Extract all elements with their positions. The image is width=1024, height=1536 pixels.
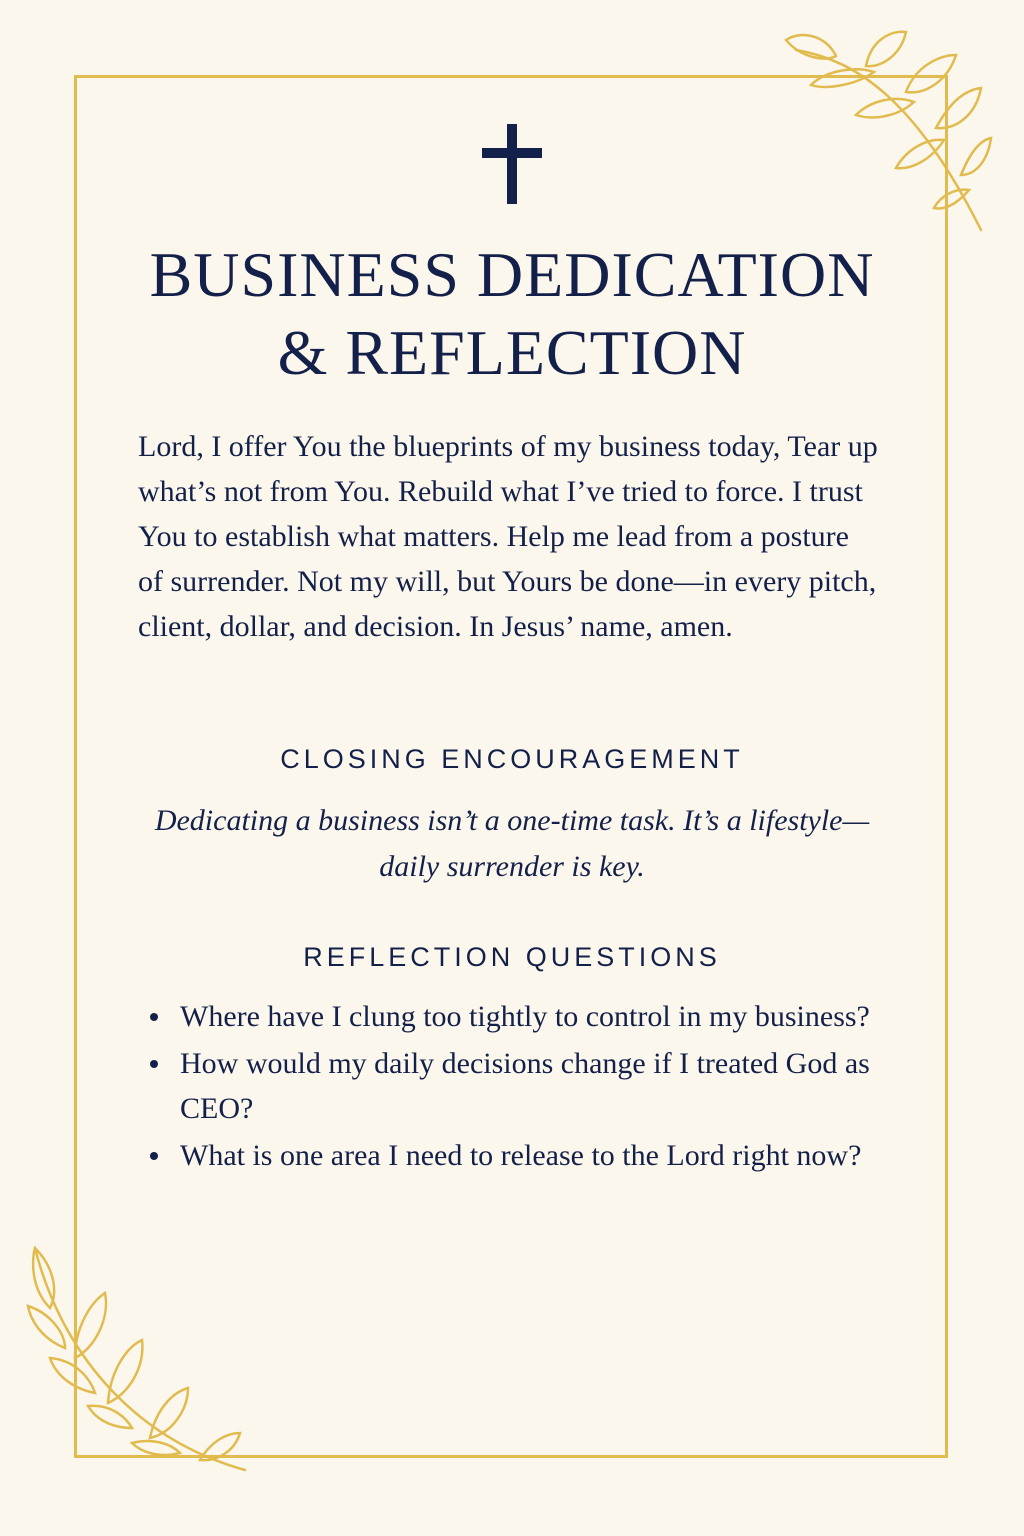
bullet-icon	[150, 1013, 158, 1021]
question-text: How would my daily decisions change if I treated God as CEO?	[180, 1047, 870, 1125]
question-text: Where have I clung too tightly to control in my business?	[180, 1000, 870, 1033]
closing-encouragement-text: Dedicating a business isn’t a one-time task. It’s a lifestyle—daily surrender is key.	[154, 804, 870, 883]
prayer-text: Lord, I offer You the blueprints of my business today, Tear up what’s not from You. Rebuild what I’ve tried to force. I trust You to establish what matters. Help me lead from a posture of surrender. Not my will, but Yours be done—in every pitch, client, dollar, and decision. In Jesus’ name, amen.	[138, 430, 878, 643]
list-item	[144, 1041, 884, 1131]
title-line-1: BUSINESS DEDICATION	[149, 239, 875, 310]
reflection-questions-list	[144, 994, 884, 1180]
olive-branch-icon	[20, 1238, 250, 1488]
reflection-questions-heading: REFLECTION QUESTIONS	[303, 942, 721, 972]
list-item	[144, 994, 884, 1039]
title-line-2: & REFLECTION	[277, 317, 747, 388]
olive-branch-icon	[766, 10, 996, 240]
closing-encouragement-heading: CLOSING ENCOURAGEMENT	[280, 744, 744, 774]
cross-icon	[480, 122, 544, 206]
bullet-icon	[150, 1152, 158, 1160]
bullet-icon	[150, 1060, 158, 1068]
page-title	[80, 236, 944, 392]
list-item	[144, 1133, 884, 1178]
question-text: What is one area I need to release to the Lord right now?	[180, 1139, 862, 1172]
